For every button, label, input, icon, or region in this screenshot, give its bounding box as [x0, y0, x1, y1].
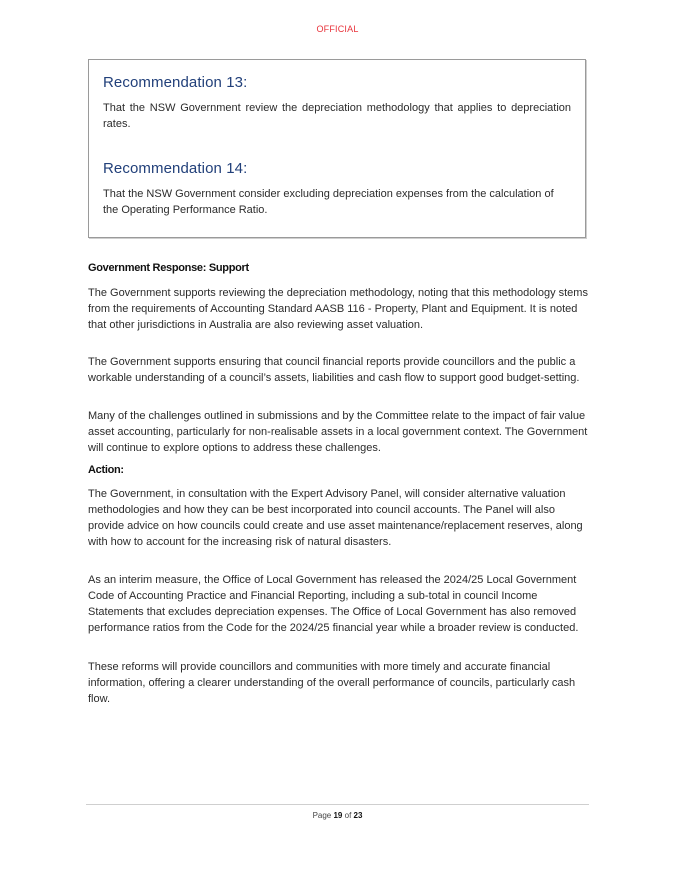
response-paragraph: The Government supports reviewing the depreciation methodology, noting that this methodology stems from the requirements of Accounting Standard AASB 116 - Property, Plant and Equipment. It is noted that other jurisdictions in Australia are also reviewing asset valuation.: [88, 287, 588, 331]
page-current: 19: [333, 811, 343, 820]
response-paragraph: Many of the challenges outlined in submissions and by the Committee relate to the impact of fair value asset accounting, particularly for non-realisable assets in a local government context. The Government will continue to explore options to address these challenges.: [88, 410, 588, 454]
recommendation-14-text: That the NSW Government consider excluding depreciation expenses from the calculation of the Operating Performance Ratio.: [103, 188, 554, 216]
recommendations-box: [88, 59, 586, 238]
action-paragraph: The Government, in consultation with the Expert Advisory Panel, will consider alternative valuation methodologies and how they can be best incorporated into council accounts. The Panel will also provide advice on how councils could create and use asset maintenance/replacement reserves, along with how to account for the increasing risk of natural disasters.: [88, 488, 583, 548]
recommendation-13-text: That the NSW Government review the depreciation methodology that applies to depreciation rates.: [103, 102, 571, 130]
footer-divider: [86, 804, 589, 805]
recommendation-13-heading: Recommendation 13:: [103, 74, 248, 91]
recommendation-14-heading: Recommendation 14:: [103, 160, 248, 177]
government-response-heading: Government Response: Support: [88, 262, 249, 274]
action-heading: Action:: [88, 464, 124, 476]
page-number: [0, 811, 675, 820]
classification-label: OFFICIAL: [316, 24, 359, 34]
page-total: 23: [353, 811, 363, 820]
response-paragraph: The Government supports ensuring that council financial reports provide councillors and the public a workable understanding of a council’s assets, liabilities and cash flow to support good budget-setting.: [88, 356, 580, 384]
action-paragraph: These reforms will provide councillors and communities with more timely and accurate financial information, offering a clearer understanding of the overall performance of councils, particularly cash flow.: [88, 661, 576, 705]
page-prefix: Page: [312, 811, 332, 820]
page-of: of: [344, 811, 352, 820]
action-paragraph: As an interim measure, the Office of Local Government has released the 2024/25 Local Government Code of Accounting Practice and Financial Reporting, including a sub-total in council Income Statements that excludes depreciation expenses. The Office of Local Government has also removed performance ratios from the Code for the 2024/25 financial year while a broader review is conducted.: [88, 574, 579, 634]
